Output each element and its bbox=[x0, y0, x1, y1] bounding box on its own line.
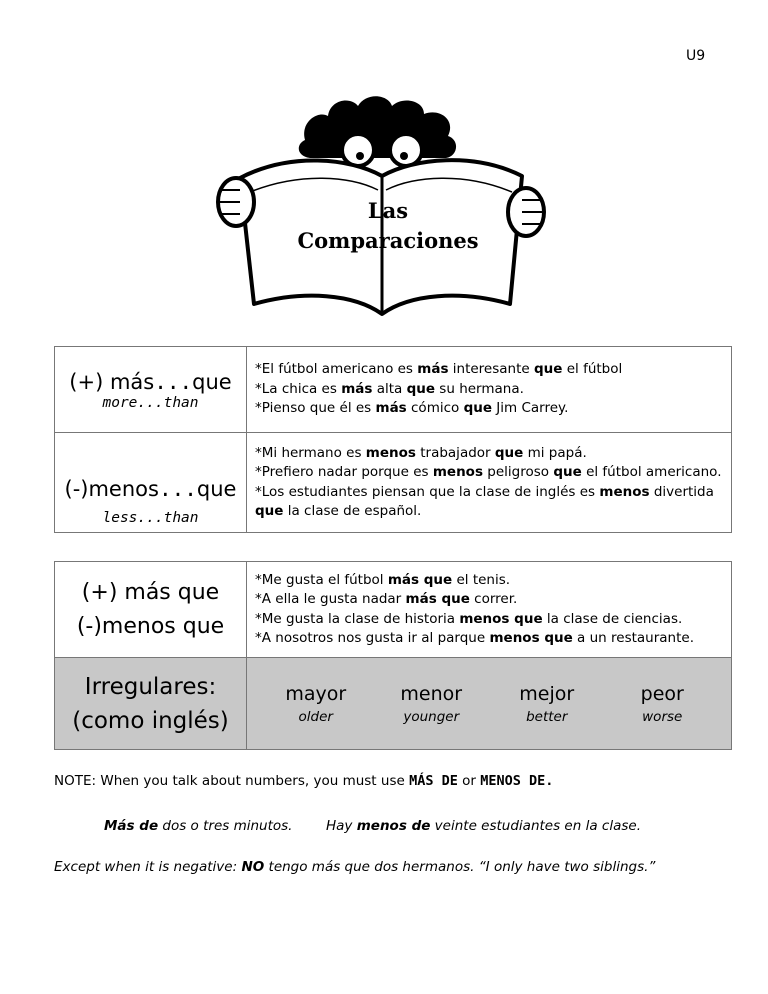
mas-menos-examples bbox=[247, 562, 732, 658]
comparison-table bbox=[54, 346, 732, 533]
example-menos-de: Hay menos de veinte estudiantes en la clase. bbox=[326, 818, 641, 834]
table-row-irregulares bbox=[55, 658, 732, 750]
irregular-mejor: mejor better bbox=[519, 682, 575, 725]
label-line-1: (+) más que bbox=[81, 579, 220, 605]
label-que: que bbox=[192, 369, 232, 394]
irregular-mayor: mayor older bbox=[285, 682, 347, 725]
irregulares-list bbox=[247, 658, 732, 750]
mas-menos-label-cell bbox=[55, 562, 247, 658]
mas-que-examples bbox=[247, 347, 732, 433]
example-line: *A ella le gusta nadar más que correr. bbox=[255, 591, 518, 607]
label-que: que bbox=[196, 477, 237, 501]
numbers-note: NOTE: When you talk about numbers, you must use MÁS DE or MENOS DE. bbox=[54, 773, 554, 789]
example-line: *Me gusta el fútbol más que el tenis. bbox=[255, 571, 511, 588]
label-main: (-)menos bbox=[64, 477, 159, 501]
label-line-2: (-)menos que bbox=[76, 613, 225, 639]
label-main: (+) más bbox=[69, 369, 155, 394]
table-row-mas-menos-que bbox=[55, 562, 732, 658]
label-dots: ... bbox=[154, 369, 193, 394]
usage-table bbox=[54, 561, 732, 750]
negative-exception: Except when it is negative: NO tengo más que dos hermanos. “I only have two siblings.” bbox=[54, 859, 656, 875]
irregulares-label: Irregulares: bbox=[84, 673, 217, 700]
irregulares-label-cell bbox=[55, 658, 247, 750]
document-title bbox=[270, 196, 506, 256]
example-line: *Pienso que él es más cómico que Jim Carrey. bbox=[255, 400, 569, 417]
title-line-2: Comparaciones bbox=[297, 228, 479, 253]
example-line: que la clase de español. bbox=[255, 503, 422, 519]
example-line: *Los estudiantes piensan que la clase de inglés es menos divertida bbox=[255, 483, 714, 500]
example-line: *Mi hermano es menos trabajador que mi papá. bbox=[255, 444, 587, 461]
irregular-menor: menor younger bbox=[400, 682, 463, 725]
menos-que-examples bbox=[247, 433, 732, 533]
example-line: *A nosotros nos gusta ir al parque menos que a un restaurante. bbox=[255, 630, 694, 646]
table-row-mas-que bbox=[55, 347, 732, 433]
label-sub-tail: ...than bbox=[137, 510, 199, 526]
table-row-menos-que bbox=[55, 433, 732, 533]
page-code: U9 bbox=[686, 48, 706, 64]
menos-que-label-cell bbox=[55, 433, 247, 533]
label-dots: ... bbox=[158, 477, 197, 501]
example-line: *Prefiero nadar porque es menos peligroso que el fútbol americano. bbox=[255, 464, 722, 480]
irregulares-sublabel: (como inglés) bbox=[72, 707, 229, 734]
example-line: *Me gusta la clase de historia menos que la clase de ciencias. bbox=[255, 610, 683, 627]
label-sub: more bbox=[102, 394, 138, 411]
title-line-1: Las bbox=[367, 198, 409, 223]
label-sub: less bbox=[102, 510, 138, 526]
irregular-peor: peor worse bbox=[640, 682, 684, 725]
mas-que-label-cell bbox=[55, 347, 247, 433]
label-sub-tail: ...than bbox=[137, 394, 199, 411]
example-mas-de: Más de dos o tres minutos. bbox=[104, 818, 293, 834]
example-line: *La chica es más alta que su hermana. bbox=[255, 380, 524, 397]
example-line: *El fútbol americano es más interesante que el fútbol bbox=[255, 361, 623, 378]
